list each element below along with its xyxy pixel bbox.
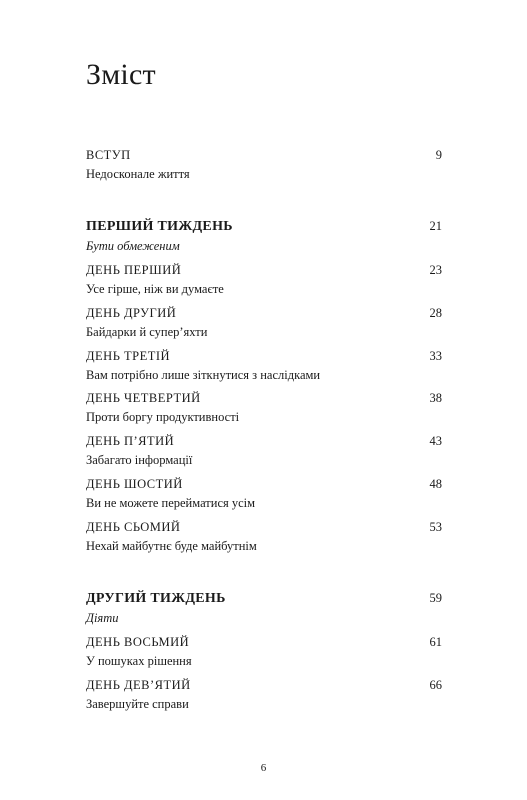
toc-entry-intro[interactable] [86,148,442,163]
toc-entry-label: ДЕНЬ СЬОМИЙ [86,520,181,534]
toc-entry-day-four[interactable] [86,391,442,406]
toc-entry-label: ДЕНЬ ЧЕТВЕРТИЙ [86,391,201,405]
toc-entry-subtitle: Усе гірше, ніж ви думаєте [86,282,224,296]
toc-entry-subtitle: Забагато інформації [86,453,193,467]
toc-entry-label: ВСТУП [86,148,131,162]
toc-entry-label: ДРУГИЙ ТИЖДЕНЬ [86,591,226,606]
toc-entry-label: ДЕНЬ ПЕРШИЙ [86,263,182,277]
toc-entry-label: ДЕНЬ ШОСТИЙ [86,477,183,491]
toc-entry-page: 23 [429,263,442,277]
toc-entry-day-six[interactable] [86,477,442,492]
page-number: 6 [260,762,267,774]
toc-entry-page: 61 [429,635,442,649]
toc-entry-day-nine[interactable] [86,678,442,693]
toc-entry-label: ДЕНЬ ТРЕТІЙ [86,349,171,363]
toc-entry-page: 59 [429,591,442,605]
toc-entry-label: ДЕНЬ ВОСЬМИЙ [86,635,190,649]
toc-entry-day-eight[interactable] [86,635,442,650]
toc-entry-day-five[interactable] [86,434,442,449]
toc-entry-week-one[interactable] [86,219,442,235]
toc-entry-page: 43 [429,434,442,448]
toc-entry-subtitle: Нехай майбутнє буде майбутнім [86,539,257,553]
toc-entry-page: 66 [429,678,442,692]
page-title: Зміст [86,58,156,91]
toc-entry-subtitle: Вам потрібно лише зіткнутися з наслідками [86,368,321,382]
toc-entry-subtitle: Ви не можете перейматися усім [86,496,256,510]
toc-entry-page: 38 [429,391,442,405]
toc-entry-subtitle: Діяти [86,611,119,625]
toc-entry-subtitle: Завершуйте справи [86,697,189,711]
toc-entry-page: 33 [429,349,442,363]
toc-entry-subtitle: Байдарки й супер’яхти [86,325,208,339]
toc-entry-page: 28 [429,306,442,320]
toc-entry-label: ПЕРШИЙ ТИЖДЕНЬ [86,219,233,234]
toc-entry-subtitle: У пошуках рішення [86,654,192,668]
toc-entry-label: ДЕНЬ ДРУГИЙ [86,306,177,320]
toc-entry-day-seven[interactable] [86,520,442,535]
toc-entry-subtitle: Недосконале життя [86,167,190,181]
toc-entry-page: 53 [429,520,442,534]
toc-entry-page: 9 [435,148,442,162]
toc-entry-subtitle: Проти боргу продуктивності [86,410,240,424]
toc-entry-label: ДЕНЬ П’ЯТИЙ [86,434,175,448]
toc-entry-day-one[interactable] [86,263,442,278]
toc-entry-page: 48 [429,477,442,491]
toc-entry-page: 21 [429,219,442,233]
toc-entry-day-three[interactable] [86,349,442,364]
toc-entry-label: ДЕНЬ ДЕВ’ЯТИЙ [86,678,191,692]
toc-entry-week-two[interactable] [86,591,442,607]
toc-entry-day-two[interactable] [86,306,442,321]
toc-entry-subtitle: Бути обмеженим [86,239,180,253]
